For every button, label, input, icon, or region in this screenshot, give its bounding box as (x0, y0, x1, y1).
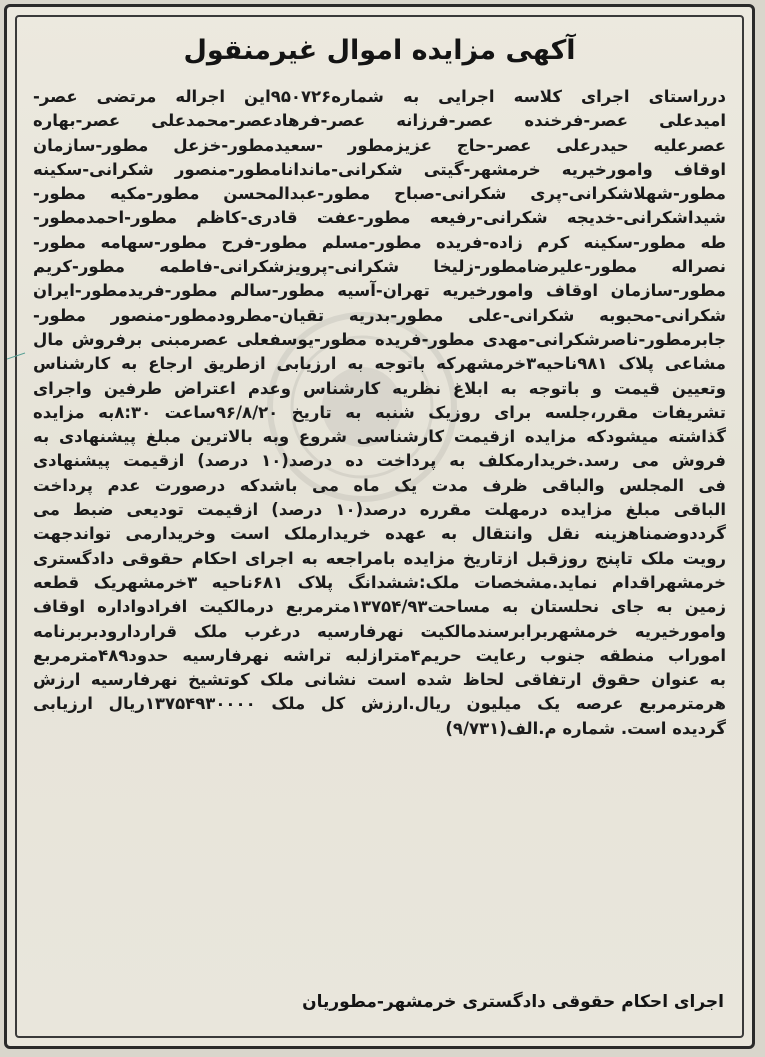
body-line: وامورخیریه خرمشهربرابرسندمالکیت نهرفارسیه درغرب ملک قراردارودبربرنامه (33, 621, 726, 641)
body-line: طه مطور-سکینه کرم زاده-فریده مطور-مسلم مطور-فرح مطور-سهامه مطور- (33, 232, 726, 252)
body-line: شکرانی-محبوبه شکرانی-علی مطور-بدریه تقیان-مطرودمطور-منصور مطور- (33, 305, 726, 325)
body-line: نصراله مطور-علیرضامطور-زلیخا شکرانی-پرویزشکرانی-فاطمه مطور-کریم (33, 257, 726, 277)
body-line: رویت ملک تاپنج روزقبل ازتاریخ مزایده بامراجعه به اجرای احکام حقوقی دادگستری (33, 548, 726, 568)
body-line: شیداشکرانی-خدیجه شکرانی-رفیعه مطور-عفت قادری-کاظم مطور-احمدمطور- (33, 208, 726, 228)
body-line: اوقاف وامورخیریه خرمشهر-گیتی شکرانی-ماندانامطور-منصور شکرانی-سکینه (33, 159, 726, 179)
newspaper-clipping (4, 4, 755, 1049)
body-line: اموراب منطقه جنوب رعایت حریم۴مترازلبه تراشه نهرفارسیه حدود۴۸۹مترمربع (33, 645, 726, 665)
body-line: تشریفات مقرر،جلسه برای روزیک شنبه به تاریخ ۹۶/۸/۲۰ساعت ۸:۳۰به مزایده (33, 402, 726, 422)
body-line-reference-number: گردیده است. شماره م.الف(۹/۷۳۱) (445, 718, 726, 738)
body-line: مطور-سازمان اوقاف وامورخیریه تهران-آسیه مطور-سالم مطور-فریدمطور-ایران (33, 281, 726, 301)
body-line: مطور-شهلاشکرانی-پری شکرانی-صباح مطور-عبدالمحسن مطور-مکیه مطور- (33, 184, 726, 204)
signature-line: اجرای احکام حقوقی دادگستری خرمشهر-مطوریان (302, 992, 724, 1012)
body-line: به عنوان حقوق ارتفاقی لحاظ شده است نشانی ملک کوتشیخ نهرفارسیه ارزش (33, 670, 726, 690)
body-line: امیدعلی عصر-فرخنده عصر-فرزانه عصر-فرهادعصر-محمدعلی عصر-بهاره (33, 111, 726, 131)
body-line: فروش می رسد.خریدارمکلف به پرداخت ده درصد(۱۰ درصد) ازقیمت پیشنهادی (33, 451, 726, 471)
body-line: هرمترمربع عرصه یک میلیون ریال.ارزش کل ملک ۱۳۷۵۴۹۳۰۰۰۰ریال ارزیابی (33, 694, 726, 714)
page-title: آکهی مزایده اموال غیرمنقول (183, 35, 576, 66)
body-line: گرددوضمناهزینه نقل وانتقال به عهده خریدارملک است وخریدارمی تواندجهت (33, 524, 726, 544)
body-line: درراستای اجرای کلاسه اجرایی به شماره۹۵۰۷۲۶این اجراله مرتضی عصر- (33, 87, 726, 106)
body-line: عصرعلیه حیدرعلی عصر-حاج عزیزمطور -سعیدمطور-خزعل مطور-سازمان (33, 135, 726, 155)
body-line: الباقی مبلغ مزایده درمهلت مقرره درصد(۱۰ درصد) ازقیمت تودیعی ضبط می (33, 500, 726, 520)
ad-body-text (33, 85, 726, 741)
body-line: خرمشهراقدام نماید.مشخصات ملک:ششدانگ پلاک ۶۸۱ناحیه ۳خرمشهریک قطعه (33, 572, 726, 592)
body-line: فی المجلس والباقی ظرف مدت یک ماه می باشدکه درصورت عدم پرداخت (33, 475, 726, 495)
body-line: جابرمطور-ناصرشکرانی-مهدی مطور-فریده مطور-یوسفعلی عصرمبنی برفروش مال (33, 329, 726, 349)
body-line: مشاعی پلاک ۹۸۱ناحیه۳خرمشهرکه باتوجه به ارزیابی ازطریق ارجاع به کارشناس (33, 354, 726, 374)
body-line: گذاشته میشودکه مزایده ازقیمت کارشناسی شروع وبه بالاترین مبلغ پیشنهادی به (33, 427, 726, 447)
body-line: وتعیین قیمت و باتوجه به ابلاغ نظریه کارشناس وعدم اعتراض طرفین واجرای (33, 378, 726, 398)
body-line: زمین به جای نحلستان به مساحت۱۳۷۵۴/۹۳مترمربع درمالکیت افرادواداره اوقاف (33, 597, 726, 617)
